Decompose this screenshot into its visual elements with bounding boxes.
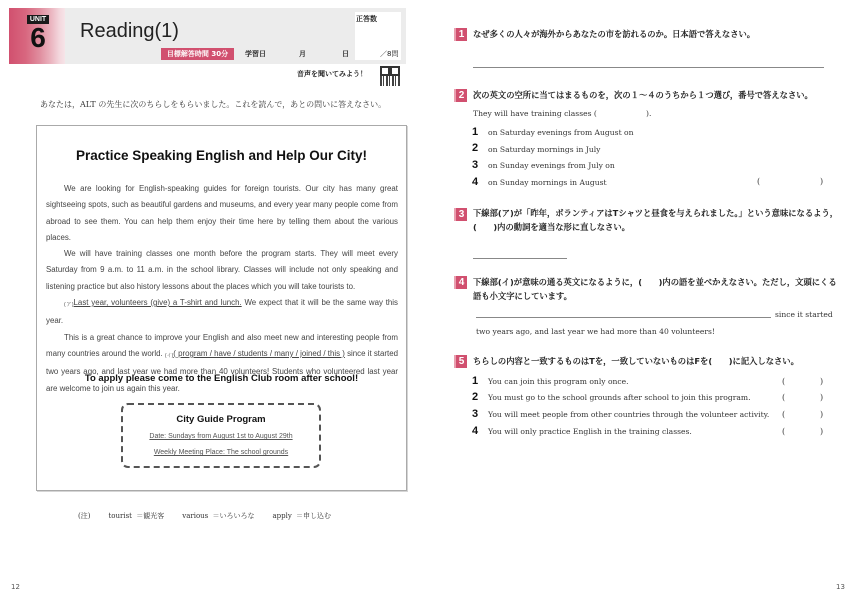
statement-text: You can join this program only once. — [488, 377, 629, 386]
question-4-text-line2: 語も小文字にしています。 — [473, 291, 572, 301]
underlined-sentence-a: Last year, volunteers (give) a T-shirt and lunch. — [73, 298, 242, 308]
question-2-text: 次の英文の空所に当てはまるものを，次の１～４のうちから１つ選び，番号で答えなさい。 — [473, 90, 813, 100]
unit-label: UNIT — [27, 15, 49, 24]
program-date: Date: Sundays from August 1st to August 29th — [149, 433, 293, 440]
notes-prefix: (注) — [78, 512, 91, 520]
statement-text: You will only practice English in the training classes. — [488, 427, 692, 436]
question-4-tail-2: two years ago, and last year we had more than 40 volunteers! — [476, 327, 715, 336]
program-title: City Guide Program — [176, 414, 266, 425]
paragraph-4-after: since it started two years ago, and last year we had more than 40 volunteers! Students who volunteered last year are welcome to join us again this year. — [46, 348, 398, 393]
choice-number: 4 — [472, 176, 479, 188]
choice-text: on Saturday mornings in July — [488, 145, 601, 154]
flyer-paragraph-1: We are looking for English-speaking guides for foreign tourists. Our city has many great sightseeing spots, such as beautiful gardens and museums, and every year many people come from abroad to see them. You can help them enjoy their time here by telling them about the various places. — [46, 184, 398, 242]
question-2-sentence-after: ). — [646, 109, 652, 118]
statement-number: 3 — [472, 408, 479, 420]
question-1-answer-line[interactable] — [473, 67, 824, 68]
choice-text: on Sunday evenings from July on — [488, 161, 615, 170]
question-4-badge: 4 — [454, 276, 467, 289]
answer-paren-close[interactable]: ) — [820, 410, 824, 419]
choice-text: on Sunday mornings in August — [488, 178, 607, 187]
note-item: tourist ＝観光客 — [108, 512, 165, 520]
audio-label: 音声を聞いてみよう！ — [297, 70, 367, 78]
question-2-badge: 2 — [454, 89, 467, 102]
unit-number: 6 — [30, 22, 46, 53]
underline-mark-a: (ア) — [64, 302, 74, 309]
paragraph-3-rest: We expect that it will be the same way this year. — [46, 298, 398, 326]
question-1-text: なぜ多くの人々が海外からあなたの市を訪れるのか。日本語で答えなさい。 — [473, 29, 756, 39]
score-total: ／8問 — [380, 50, 399, 58]
flyer — [36, 125, 407, 491]
question-3-text-line2: ( )内の動詞を適当な形に直しなさい。 — [473, 222, 630, 232]
vocabulary-notes — [78, 511, 349, 521]
statement-text: You must go to the school grounds after school to join this program. — [488, 393, 751, 402]
choice-number: 2 — [472, 142, 479, 154]
question-3-text-line1: 下線部(ア)が「昨年，ボランティアはTシャツと昼食を与えられました。」という意味になるよう， — [473, 208, 839, 218]
underline-mark-i: (イ) — [164, 352, 174, 359]
underlined-phrase-i: ( program / have / students / many / joined / this ) — [173, 348, 345, 358]
answer-paren-open[interactable]: ( — [782, 377, 786, 386]
question-2-sentence-before: They will have training classes ( — [473, 109, 597, 118]
flyer-apply-text: To apply please come to the English Club room after school! — [84, 373, 359, 384]
statement-number: 1 — [472, 375, 479, 387]
question-5-text: ちらしの内容と一致するものはTを，一致していないものはFを( )に記入しなさい。 — [473, 356, 799, 366]
answer-paren-open[interactable]: ( — [782, 427, 786, 436]
qr-code-icon[interactable] — [380, 66, 400, 86]
answer-paren-open[interactable]: ( — [757, 177, 761, 186]
program-box — [121, 403, 321, 468]
day-label: 日 — [342, 50, 349, 58]
question-3-badge: 3 — [454, 208, 467, 221]
statement-number: 2 — [472, 391, 479, 403]
target-time-badge: 目標解答時間 30分 — [161, 48, 234, 60]
flyer-paragraph-3 — [46, 295, 398, 330]
study-date-label: 学習日 — [245, 50, 266, 58]
instruction-text: あなたは，ALT の先生に次のちらしをもらいました。これを読んで，あとの問いに答えなさい。 — [40, 100, 387, 109]
page-title: Reading(1) — [80, 20, 179, 42]
month-label: 月 — [299, 50, 306, 58]
answer-paren-close[interactable]: ) — [820, 377, 824, 386]
flyer-title: Practice Speaking English and Help Our City! — [75, 148, 368, 163]
note-item: apply ＝申し込む — [272, 512, 332, 520]
program-place: Weekly Meeting Place: The school grounds — [153, 449, 289, 456]
question-3-answer-line[interactable] — [473, 258, 567, 259]
flyer-body — [46, 181, 398, 397]
answer-paren-open[interactable]: ( — [782, 393, 786, 402]
choice-text: on Saturday evenings from August on — [488, 128, 634, 137]
statement-text: You will meet people from other countries through the volunteer activity. — [488, 410, 770, 419]
choice-number: 1 — [472, 126, 479, 138]
question-4-answer-line[interactable] — [476, 317, 771, 318]
answer-paren-close[interactable]: ) — [820, 427, 824, 436]
score-label: 正答数 — [356, 15, 377, 23]
answer-paren-close[interactable]: ) — [820, 177, 824, 186]
answer-paren-open[interactable]: ( — [782, 410, 786, 419]
answer-paren-close[interactable]: ) — [820, 393, 824, 402]
flyer-paragraph-2: We will have training classes one month before the program starts. They will meet every Saturday from 9 a.m. to 11 a.m. in the school library. Classes will include not only speaking and listening practice but also history lessons about the places which you will take tourists to. — [46, 249, 398, 291]
page-number-right: 13 — [836, 583, 845, 591]
question-5-badge: 5 — [454, 355, 467, 368]
choice-number: 3 — [472, 159, 479, 171]
paragraph-4-before: This is a great chance to improve your English and also meet new and interesting people from many countries around the world. — [46, 332, 398, 358]
question-1-badge: 1 — [454, 28, 467, 41]
page-number-left: 12 — [11, 583, 20, 591]
question-4-tail-1: since it started — [775, 310, 833, 319]
question-4-text-line1: 下線部(イ)が意味の通る英文になるように，( )内の語を並べかえなさい。ただし，文頭にくる — [473, 277, 837, 287]
flyer-paragraph-4 — [46, 330, 398, 397]
note-item: various ＝いろいろな — [182, 512, 255, 520]
statement-number: 4 — [472, 425, 479, 437]
